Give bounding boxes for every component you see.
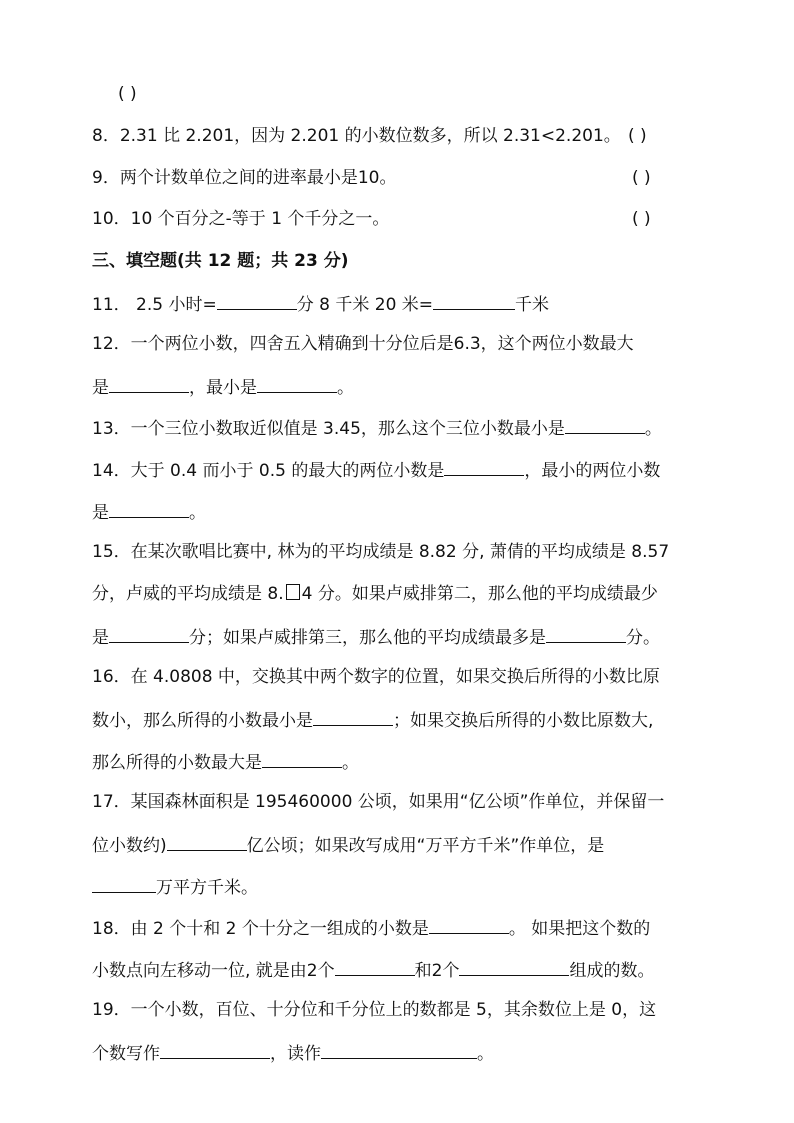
- q15-text-d: 分；如果卢威排第三，那么他的平均成绩最多是: [189, 628, 546, 648]
- question-8: 8．2.31 比 2.201，因为 2.201 的小数位数多，所以 2.31<2.201。: [92, 126, 621, 146]
- question-12-line1: 12．一个两位小数，四舍五入精确到十分位后是6.3，这个两位小数最大: [92, 334, 634, 354]
- q14-text-a: 14．大于 0.4 而小于 0.5 的最大的两位小数是: [92, 461, 445, 481]
- q16-text-b: ；如果交换后所得的小数比原数大,: [393, 711, 654, 731]
- q12-text-c: 。: [337, 378, 354, 398]
- question-9: 9．两个计数单位之间的进率最小是10。: [92, 168, 397, 188]
- answer-paren-9: ( ): [632, 168, 651, 188]
- question-14-line2: [92, 499, 206, 525]
- q18-text-c: 小数点向左移动一位, 就是由2个: [92, 961, 335, 981]
- q11-text-b: 分 8 千米 20 米=: [296, 295, 434, 315]
- q13-text-b: 。: [644, 419, 662, 439]
- answer-blank[interactable]: [109, 374, 189, 393]
- question-17-line1: 17．某国森林面积是 195460000 公顷，如果用“亿公顷”作单位，并保留一: [92, 792, 665, 812]
- q16-text-a: 数小，那么所得的小数最小是: [92, 711, 313, 731]
- question-16-line2: [92, 707, 653, 733]
- answer-blank[interactable]: [313, 707, 393, 726]
- q18-text-b: 。 如果把这个数的: [508, 919, 651, 939]
- answer-blank[interactable]: [444, 457, 524, 476]
- answer-blank[interactable]: [257, 374, 337, 393]
- q19-text-c: 。: [477, 1044, 494, 1064]
- q15-text-b: 4 分。如果卢威排第二，那么他的平均成绩最少: [301, 584, 658, 604]
- q14-text-b: ，最小的两位小数: [524, 461, 661, 481]
- q16-text-d: 。: [342, 753, 359, 773]
- question-19-line2: [92, 1040, 494, 1066]
- answer-blank[interactable]: [217, 291, 297, 310]
- q15-text-a: 分，卢威的平均成绩是 8.: [92, 584, 284, 604]
- answer-blank[interactable]: [335, 957, 415, 976]
- q18-text-d: 和2个: [414, 961, 460, 981]
- q14-text-d: 。: [189, 503, 206, 523]
- question-18-line2: [92, 957, 654, 983]
- answer-paren-10: ( ): [632, 209, 651, 229]
- q17-text-b: 亿公顷；如果改写成用“万平方千米”作单位，是: [246, 836, 605, 856]
- q14-text-c: 是: [92, 503, 109, 523]
- answer-blank[interactable]: [459, 957, 569, 976]
- q13-text-a: 13．一个三位小数取近似值是 3.45，那么这个三位小数最小是: [92, 419, 565, 439]
- question-15-line1: 15．在某次歌唱比赛中, 林为的平均成绩是 8.82 分, 萧倩的平均成绩是 8.57: [92, 542, 670, 562]
- answer-blank[interactable]: [92, 874, 156, 893]
- q19-text-b: ，读作: [270, 1044, 321, 1064]
- question-17-line3: [92, 874, 258, 900]
- answer-blank[interactable]: [433, 291, 515, 310]
- q12-text-a: 是: [92, 378, 109, 398]
- answer-paren-8: ( ): [628, 126, 647, 146]
- question-10: 10．10 个百分之-等于 1 个千分之一。: [92, 209, 390, 229]
- answer-blank[interactable]: [429, 915, 509, 934]
- q19-text-a: 个数写作: [92, 1044, 160, 1064]
- answer-blank[interactable]: [109, 499, 189, 518]
- question-17-line2: [92, 832, 604, 858]
- question-15-line2: [92, 582, 658, 606]
- q16-text-c: 那么所得的小数最大是: [92, 753, 262, 773]
- answer-blank[interactable]: [546, 624, 626, 643]
- question-11: [92, 291, 549, 317]
- q11-text-c: 千米: [515, 295, 550, 315]
- missing-digit-box: [286, 584, 300, 600]
- q17-text-a: 位小数约): [92, 836, 167, 856]
- q17-text-c: 万平方千米。: [156, 878, 258, 898]
- q12-text-b: ，最小是: [189, 378, 257, 398]
- answer-blank[interactable]: [321, 1040, 477, 1059]
- question-13: [92, 415, 662, 441]
- question-16-line3: [92, 749, 359, 775]
- question-19-line1: 19．一个小数，百位、十分位和千分位上的数都是 5，其余数位上是 0，这: [92, 1000, 657, 1020]
- q18-text-a: 18．由 2 个十和 2 个十分之一组成的小数是: [92, 919, 429, 939]
- section-heading: 三、填空题(共 12 题；共 23 分): [92, 251, 349, 271]
- prev-question-paren: ( ): [118, 84, 137, 104]
- answer-blank[interactable]: [109, 624, 189, 643]
- answer-blank[interactable]: [262, 749, 342, 768]
- q15-text-c: 是: [92, 628, 109, 648]
- q15-text-e: 分。: [626, 628, 660, 648]
- question-14-line1: [92, 457, 660, 483]
- answer-blank[interactable]: [160, 1040, 270, 1059]
- question-18-line1: [92, 915, 650, 941]
- answer-blank[interactable]: [565, 415, 645, 434]
- answer-blank[interactable]: [167, 832, 247, 851]
- q18-text-e: 组成的数。: [569, 961, 655, 981]
- q11-text-a: 11． 2.5 小时=: [92, 295, 217, 315]
- question-16-line1: 16．在 4.0808 中，交换其中两个数字的位置，如果交换后所得的小数比原: [92, 667, 660, 687]
- question-12-line2: [92, 374, 354, 400]
- question-15-line3: [92, 624, 660, 650]
